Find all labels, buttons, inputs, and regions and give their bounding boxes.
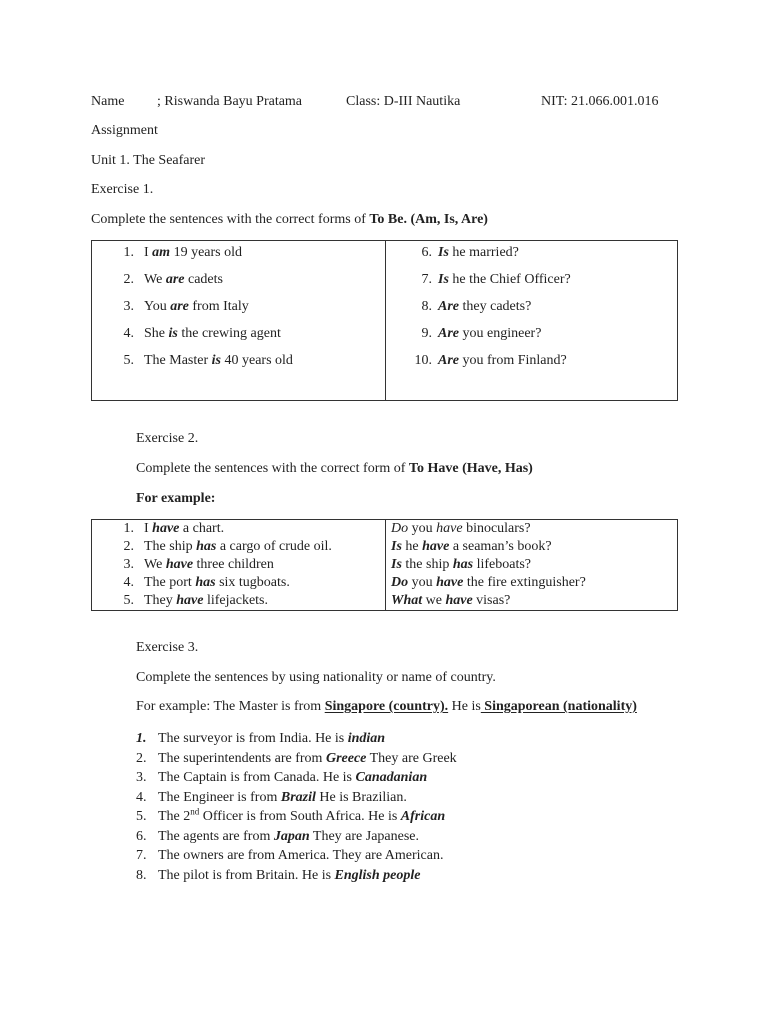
item-text: a cargo of crude oil. (216, 539, 332, 554)
answer-verb: Are (438, 326, 459, 341)
exercise2-left-item (92, 592, 385, 610)
answer-verb: have (436, 575, 464, 590)
answer-verb: is (168, 326, 178, 341)
ordinal-suffix: nd (190, 806, 200, 817)
answer-verb: have (445, 593, 473, 608)
question-word: Do (391, 521, 409, 536)
item-number: 4. (136, 789, 147, 805)
exercise2-title: Exercise 2. (136, 431, 199, 446)
item-text: lifejackets. (203, 593, 269, 608)
exercise1-right-item (386, 297, 677, 324)
item-text: They are Greek (366, 750, 457, 766)
item-number: 1. (123, 245, 134, 260)
item-number: 3. (136, 770, 147, 785)
student-name: ; Riswanda Bayu Pratama (157, 94, 303, 109)
exercise3-item (136, 729, 457, 749)
item-text: We (144, 557, 166, 572)
item-text: He is Brazilian. (315, 789, 407, 805)
item-text: The pilot is from Britain. He is (158, 867, 335, 883)
item-text: They (144, 593, 177, 608)
item-number: 3. (123, 299, 134, 314)
exercise1-left-item (92, 270, 385, 297)
answer-text: Japan (273, 828, 310, 844)
item-number: 3. (123, 557, 134, 572)
item-text: The owners are from America. They are American. (158, 848, 444, 863)
item-text: you (408, 575, 437, 590)
question-word: Is (391, 539, 402, 554)
exercise1-left-item (92, 297, 385, 324)
item-text: six tugboats. (215, 575, 290, 590)
answer-verb: is (211, 353, 221, 368)
exercise3-example: For example: The Master is from Singapore (country). He is Singaporean (nationality) (136, 699, 637, 714)
exercise2-right-item (391, 538, 677, 556)
nit-label: NIT: 21.066.001.016 (541, 94, 659, 109)
item-text: We (144, 272, 166, 287)
exercise3-item (136, 807, 457, 827)
item-text: you engineer? (459, 326, 542, 341)
item-text: he married? (448, 245, 519, 260)
answer-verb: are (170, 299, 189, 314)
item-number: 8. (421, 299, 432, 314)
item-text: She (144, 326, 169, 341)
answer-verb: have (422, 539, 450, 554)
item-text: they cadets? (459, 299, 532, 314)
exercise1-instruction: Complete the sentences with the correct forms of To Be. (Am, Is, Are) (91, 212, 488, 227)
answer-verb: am (152, 245, 171, 260)
item-text: he (401, 539, 423, 554)
item-number: 10. (414, 353, 432, 368)
item-number: 9. (421, 326, 432, 341)
exercise2-left-item (92, 538, 385, 556)
item-text: from Italy (188, 299, 249, 314)
item-text: you (408, 521, 437, 536)
exercise1-left-item (92, 324, 385, 351)
item-text: a seaman’s book? (449, 539, 552, 554)
item-text: The 2 (158, 809, 191, 824)
assignment-heading: Assignment (91, 123, 158, 138)
exercise3-item (136, 768, 457, 788)
question-word: Is (391, 557, 402, 572)
item-number: 6. (421, 245, 432, 260)
class-label: Class: D-III Nautika (346, 94, 461, 109)
answer-verb: are (165, 272, 185, 287)
answer-verb: Is (438, 245, 449, 260)
exercise1-left-item (92, 243, 385, 270)
exercise3-item (136, 788, 457, 808)
item-text: the ship (401, 557, 453, 572)
item-number: 7. (136, 848, 147, 863)
item-text: binoculars? (462, 521, 531, 536)
exercise1-right-column (386, 241, 678, 401)
item-number: 5. (123, 353, 134, 368)
exercise2-left-item (92, 520, 385, 538)
item-text: cadets (184, 272, 223, 287)
item-text: The superintendents are from (158, 750, 326, 766)
item-text: The agents are from (158, 828, 274, 844)
item-text: we (422, 593, 446, 608)
exercise3-item (136, 866, 457, 886)
exercise1-table (91, 240, 678, 401)
exercise2-right-item (391, 520, 677, 538)
exercise1-right-item (386, 270, 677, 297)
item-number: 4. (123, 326, 134, 341)
item-text: The Captain is from Canada. He is (158, 770, 356, 785)
item-text: Officer is from South Africa. He is (199, 809, 401, 824)
item-text: They are Japanese. (309, 828, 419, 844)
answer-verb: has (196, 539, 217, 554)
exercise1-right-item (386, 351, 677, 378)
answer-text: indian (347, 731, 386, 746)
item-text: I (144, 245, 153, 260)
answer-verb: Are (438, 353, 459, 368)
item-number: 4. (123, 575, 134, 590)
item-text: a chart. (179, 521, 225, 536)
answer-verb: has (452, 557, 474, 572)
item-text: The Master (144, 353, 212, 368)
item-text: the crewing agent (177, 326, 281, 341)
question-word: What (391, 593, 423, 608)
exercise2-right-item (391, 574, 677, 592)
answer-text: Brazil (280, 789, 316, 805)
item-text: The port (144, 575, 196, 590)
item-number: 1. (123, 521, 134, 536)
item-text: You (144, 299, 171, 314)
item-text: you from Finland? (459, 353, 567, 368)
item-text: visas? (472, 593, 511, 608)
answer-verb: has (195, 575, 216, 590)
exercise2-right-column (386, 520, 678, 611)
item-text: he the Chief Officer? (448, 272, 571, 287)
answer-text: Greece (325, 750, 367, 766)
item-text: The surveyor is from India. He is (158, 731, 348, 746)
exercise2-right-item (391, 592, 677, 610)
exercise3-title: Exercise 3. (136, 640, 199, 655)
unit-heading: Unit 1. The Seafarer (91, 153, 206, 168)
item-number: 7. (421, 272, 432, 287)
item-text: The ship (144, 539, 197, 554)
item-text: three children (193, 557, 274, 572)
exercise3-list (136, 729, 457, 885)
item-number: 5. (123, 593, 134, 608)
answer-text: Canadanian (355, 770, 428, 785)
exercise2-left-column (92, 520, 386, 611)
exercise2-left-item (92, 556, 385, 574)
exercise1-title: Exercise 1. (91, 182, 154, 197)
item-text: the fire extinguisher? (463, 575, 586, 590)
item-number: 6. (136, 828, 147, 844)
exercise3-item (136, 846, 457, 866)
answer-verb: Is (438, 272, 449, 287)
exercise1-right-item (386, 243, 677, 270)
exercise1-left-column (92, 241, 386, 401)
item-number: 2. (136, 750, 147, 766)
exercise3-item (136, 749, 457, 769)
answer-text: English people (334, 867, 421, 883)
exercise2-example-label: For example: (136, 491, 216, 506)
item-text: I (144, 521, 153, 536)
item-text: lifeboats? (473, 557, 532, 572)
item-text: 40 years old (221, 353, 293, 368)
answer-verb: have (176, 593, 204, 608)
exercise2-instruction: Complete the sentences with the correct form of To Have (Have, Has) (136, 461, 533, 476)
item-text: 19 years old (170, 245, 242, 260)
exercise2-left-item (92, 574, 385, 592)
answer-text: African (400, 809, 446, 824)
exercise1-right-item (386, 324, 677, 351)
exercise3-item (136, 827, 457, 847)
item-text: The Engineer is from (158, 789, 281, 805)
item-number: 2. (123, 539, 134, 554)
exercise3-instruction: Complete the sentences by using nationality or name of country. (136, 670, 496, 685)
item-number: 8. (136, 867, 147, 883)
name-label: Name (91, 94, 125, 109)
exercise2-table (91, 519, 678, 611)
answer-verb: have (152, 521, 180, 536)
answer-verb: Are (438, 299, 459, 314)
item-number: 5. (136, 809, 147, 824)
item-number: 2. (123, 272, 134, 287)
exercise1-left-item (92, 351, 385, 378)
answer-verb: have (165, 557, 194, 572)
item-number: 1. (136, 731, 147, 746)
question-word: Do (391, 575, 409, 590)
answer-verb: have (436, 521, 463, 536)
exercise2-right-item (391, 556, 677, 574)
